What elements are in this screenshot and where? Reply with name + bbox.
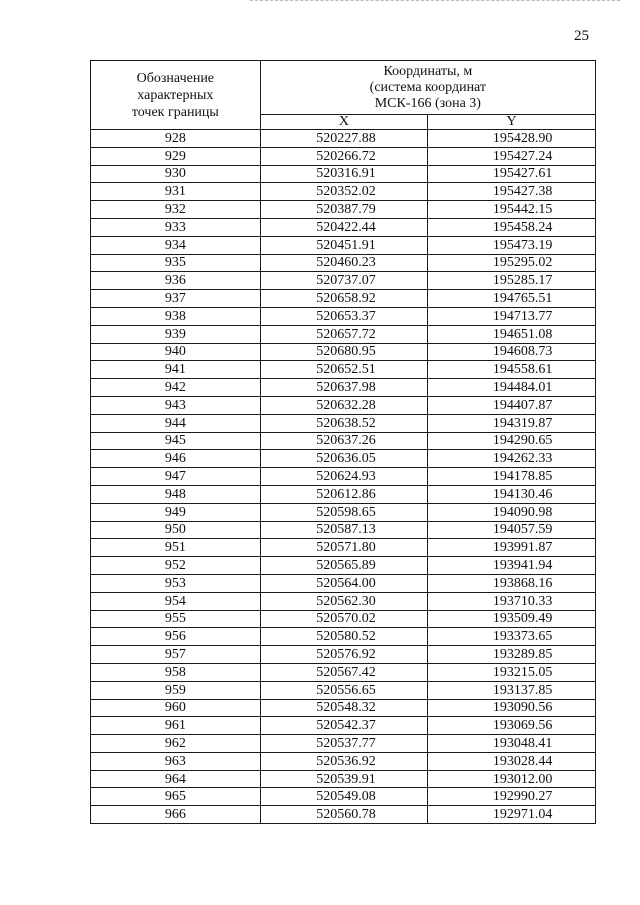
y-coordinate-cell: 194407.87 bbox=[428, 396, 596, 414]
x-coordinate-cell: 520266.72 bbox=[260, 147, 428, 165]
point-id-cell: 934 bbox=[91, 236, 261, 254]
table-row bbox=[91, 361, 596, 379]
point-label-line3: точек границы bbox=[131, 104, 219, 120]
y-coordinate-cell: 193941.94 bbox=[428, 557, 596, 575]
table-row bbox=[91, 165, 596, 183]
y-coordinate-cell: 194262.33 bbox=[428, 450, 596, 468]
table-row bbox=[91, 699, 596, 717]
point-id-cell: 936 bbox=[91, 272, 261, 290]
table-row bbox=[91, 752, 596, 770]
point-id-cell: 937 bbox=[91, 290, 261, 308]
point-id-cell: 932 bbox=[91, 201, 261, 219]
table-row bbox=[91, 770, 596, 788]
table-row bbox=[91, 717, 596, 735]
point-id-cell: 941 bbox=[91, 361, 261, 379]
point-id-cell: 928 bbox=[91, 130, 261, 148]
group-line3: МСК-166 (зона 3) bbox=[374, 95, 481, 111]
point-id-cell: 945 bbox=[91, 432, 261, 450]
y-coordinate-cell: 193012.00 bbox=[428, 770, 596, 788]
y-coordinate-cell: 194090.98 bbox=[428, 503, 596, 521]
table-row bbox=[91, 663, 596, 681]
table-row bbox=[91, 325, 596, 343]
y-coordinate-cell: 193868.16 bbox=[428, 574, 596, 592]
coordinates-group-header bbox=[260, 61, 595, 115]
table-header bbox=[91, 61, 596, 130]
table-row bbox=[91, 218, 596, 236]
point-id-cell: 955 bbox=[91, 610, 261, 628]
y-coordinate-cell: 192971.04 bbox=[428, 806, 596, 824]
table-row bbox=[91, 628, 596, 646]
column-header-y: Y bbox=[428, 115, 596, 130]
y-coordinate-cell: 194713.77 bbox=[428, 307, 596, 325]
point-id-cell: 952 bbox=[91, 557, 261, 575]
table-row bbox=[91, 788, 596, 806]
x-coordinate-cell: 520542.37 bbox=[260, 717, 428, 735]
point-label-header bbox=[91, 61, 261, 130]
table-row bbox=[91, 290, 596, 308]
table-row bbox=[91, 468, 596, 486]
point-id-cell: 959 bbox=[91, 681, 261, 699]
y-coordinate-cell: 195427.24 bbox=[428, 147, 596, 165]
table-row bbox=[91, 379, 596, 397]
table-row bbox=[91, 485, 596, 503]
y-coordinate-cell: 194130.46 bbox=[428, 485, 596, 503]
y-coordinate-cell: 194290.65 bbox=[428, 432, 596, 450]
point-id-cell: 966 bbox=[91, 806, 261, 824]
column-header-x: X bbox=[260, 115, 428, 130]
point-id-cell: 950 bbox=[91, 521, 261, 539]
point-id-cell: 963 bbox=[91, 752, 261, 770]
x-coordinate-cell: 520387.79 bbox=[260, 201, 428, 219]
point-id-cell: 961 bbox=[91, 717, 261, 735]
point-id-cell: 931 bbox=[91, 183, 261, 201]
y-coordinate-cell: 193048.41 bbox=[428, 735, 596, 753]
x-coordinate-cell: 520576.92 bbox=[260, 646, 428, 664]
point-id-cell: 935 bbox=[91, 254, 261, 272]
point-id-cell: 957 bbox=[91, 646, 261, 664]
x-coordinate-cell: 520460.23 bbox=[260, 254, 428, 272]
y-coordinate-cell: 193215.05 bbox=[428, 663, 596, 681]
y-coordinate-cell: 195428.90 bbox=[428, 130, 596, 148]
table-row bbox=[91, 396, 596, 414]
y-coordinate-cell: 193710.33 bbox=[428, 592, 596, 610]
point-id-cell: 953 bbox=[91, 574, 261, 592]
point-id-cell: 962 bbox=[91, 735, 261, 753]
y-coordinate-cell: 193991.87 bbox=[428, 539, 596, 557]
x-coordinate-cell: 520562.30 bbox=[260, 592, 428, 610]
y-coordinate-cell: 193137.85 bbox=[428, 681, 596, 699]
table-row bbox=[91, 272, 596, 290]
header-row-top bbox=[91, 61, 596, 115]
point-id-cell: 964 bbox=[91, 770, 261, 788]
table-row bbox=[91, 450, 596, 468]
x-coordinate-cell: 520636.05 bbox=[260, 450, 428, 468]
y-coordinate-cell: 193069.56 bbox=[428, 717, 596, 735]
point-id-cell: 960 bbox=[91, 699, 261, 717]
y-coordinate-cell: 194651.08 bbox=[428, 325, 596, 343]
top-scan-rule bbox=[250, 0, 620, 4]
table-row bbox=[91, 681, 596, 699]
x-coordinate-cell: 520536.92 bbox=[260, 752, 428, 770]
y-coordinate-cell: 195295.02 bbox=[428, 254, 596, 272]
table-row bbox=[91, 539, 596, 557]
y-coordinate-cell: 195458.24 bbox=[428, 218, 596, 236]
table-row bbox=[91, 574, 596, 592]
x-coordinate-cell: 520549.08 bbox=[260, 788, 428, 806]
y-coordinate-cell: 195442.15 bbox=[428, 201, 596, 219]
x-coordinate-cell: 520560.78 bbox=[260, 806, 428, 824]
x-coordinate-cell: 520316.91 bbox=[260, 165, 428, 183]
y-coordinate-cell: 194057.59 bbox=[428, 521, 596, 539]
x-coordinate-cell: 520598.65 bbox=[260, 503, 428, 521]
y-coordinate-cell: 194765.51 bbox=[428, 290, 596, 308]
x-coordinate-cell: 520556.65 bbox=[260, 681, 428, 699]
x-coordinate-cell: 520637.26 bbox=[260, 432, 428, 450]
x-coordinate-cell: 520624.93 bbox=[260, 468, 428, 486]
table-row bbox=[91, 503, 596, 521]
x-coordinate-cell: 520680.95 bbox=[260, 343, 428, 361]
x-coordinate-cell: 520227.88 bbox=[260, 130, 428, 148]
x-coordinate-cell: 520571.80 bbox=[260, 539, 428, 557]
point-id-cell: 939 bbox=[91, 325, 261, 343]
x-coordinate-cell: 520548.32 bbox=[260, 699, 428, 717]
point-id-cell: 944 bbox=[91, 414, 261, 432]
point-id-cell: 938 bbox=[91, 307, 261, 325]
x-coordinate-cell: 520658.92 bbox=[260, 290, 428, 308]
group-line1: Координаты, м bbox=[383, 63, 473, 79]
x-coordinate-cell: 520587.13 bbox=[260, 521, 428, 539]
y-coordinate-cell: 195427.38 bbox=[428, 183, 596, 201]
point-id-cell: 942 bbox=[91, 379, 261, 397]
y-coordinate-cell: 195473.19 bbox=[428, 236, 596, 254]
point-id-cell: 947 bbox=[91, 468, 261, 486]
y-coordinate-cell: 194319.87 bbox=[428, 414, 596, 432]
table-row bbox=[91, 130, 596, 148]
y-coordinate-cell: 194484.01 bbox=[428, 379, 596, 397]
x-coordinate-cell: 520632.28 bbox=[260, 396, 428, 414]
x-coordinate-cell: 520567.42 bbox=[260, 663, 428, 681]
x-coordinate-cell: 520537.77 bbox=[260, 735, 428, 753]
point-id-cell: 929 bbox=[91, 147, 261, 165]
point-id-cell: 954 bbox=[91, 592, 261, 610]
y-coordinate-cell: 193289.85 bbox=[428, 646, 596, 664]
point-id-cell: 948 bbox=[91, 485, 261, 503]
y-coordinate-cell: 195427.61 bbox=[428, 165, 596, 183]
point-id-cell: 933 bbox=[91, 218, 261, 236]
point-label-line1: Обозначение bbox=[136, 70, 215, 86]
table-row bbox=[91, 343, 596, 361]
table-row bbox=[91, 147, 596, 165]
coordinates-table bbox=[90, 60, 596, 824]
table-row bbox=[91, 414, 596, 432]
x-coordinate-cell: 520352.02 bbox=[260, 183, 428, 201]
table-row bbox=[91, 592, 596, 610]
x-coordinate-cell: 520564.00 bbox=[260, 574, 428, 592]
x-coordinate-cell: 520737.07 bbox=[260, 272, 428, 290]
table-body bbox=[91, 130, 596, 824]
x-coordinate-cell: 520652.51 bbox=[260, 361, 428, 379]
table-row bbox=[91, 201, 596, 219]
table-row bbox=[91, 646, 596, 664]
y-coordinate-cell: 195285.17 bbox=[428, 272, 596, 290]
point-label-line2: характерных bbox=[137, 87, 214, 103]
y-coordinate-cell: 193028.44 bbox=[428, 752, 596, 770]
y-coordinate-cell: 192990.27 bbox=[428, 788, 596, 806]
x-coordinate-cell: 520570.02 bbox=[260, 610, 428, 628]
table-row bbox=[91, 183, 596, 201]
x-coordinate-cell: 520612.86 bbox=[260, 485, 428, 503]
x-coordinate-cell: 520422.44 bbox=[260, 218, 428, 236]
group-line2: (система координат bbox=[369, 79, 487, 95]
point-id-cell: 958 bbox=[91, 663, 261, 681]
point-id-cell: 930 bbox=[91, 165, 261, 183]
x-coordinate-cell: 520657.72 bbox=[260, 325, 428, 343]
table-row bbox=[91, 236, 596, 254]
table-row bbox=[91, 735, 596, 753]
x-coordinate-cell: 520451.91 bbox=[260, 236, 428, 254]
table-row bbox=[91, 557, 596, 575]
point-id-cell: 951 bbox=[91, 539, 261, 557]
x-coordinate-cell: 520638.52 bbox=[260, 414, 428, 432]
table-row bbox=[91, 432, 596, 450]
y-coordinate-cell: 194178.85 bbox=[428, 468, 596, 486]
point-id-cell: 965 bbox=[91, 788, 261, 806]
point-id-cell: 940 bbox=[91, 343, 261, 361]
y-coordinate-cell: 193509.49 bbox=[428, 610, 596, 628]
point-id-cell: 949 bbox=[91, 503, 261, 521]
point-id-cell: 946 bbox=[91, 450, 261, 468]
table-row bbox=[91, 806, 596, 824]
y-coordinate-cell: 193373.65 bbox=[428, 628, 596, 646]
point-id-cell: 956 bbox=[91, 628, 261, 646]
table-row bbox=[91, 610, 596, 628]
x-coordinate-cell: 520580.52 bbox=[260, 628, 428, 646]
x-coordinate-cell: 520653.37 bbox=[260, 307, 428, 325]
y-coordinate-cell: 194558.61 bbox=[428, 361, 596, 379]
table-row bbox=[91, 254, 596, 272]
point-id-cell: 943 bbox=[91, 396, 261, 414]
y-coordinate-cell: 193090.56 bbox=[428, 699, 596, 717]
y-coordinate-cell: 194608.73 bbox=[428, 343, 596, 361]
table-row bbox=[91, 521, 596, 539]
x-coordinate-cell: 520539.91 bbox=[260, 770, 428, 788]
x-coordinate-cell: 520565.89 bbox=[260, 557, 428, 575]
page-number: 25 bbox=[574, 28, 589, 44]
table-row bbox=[91, 307, 596, 325]
x-coordinate-cell: 520637.98 bbox=[260, 379, 428, 397]
